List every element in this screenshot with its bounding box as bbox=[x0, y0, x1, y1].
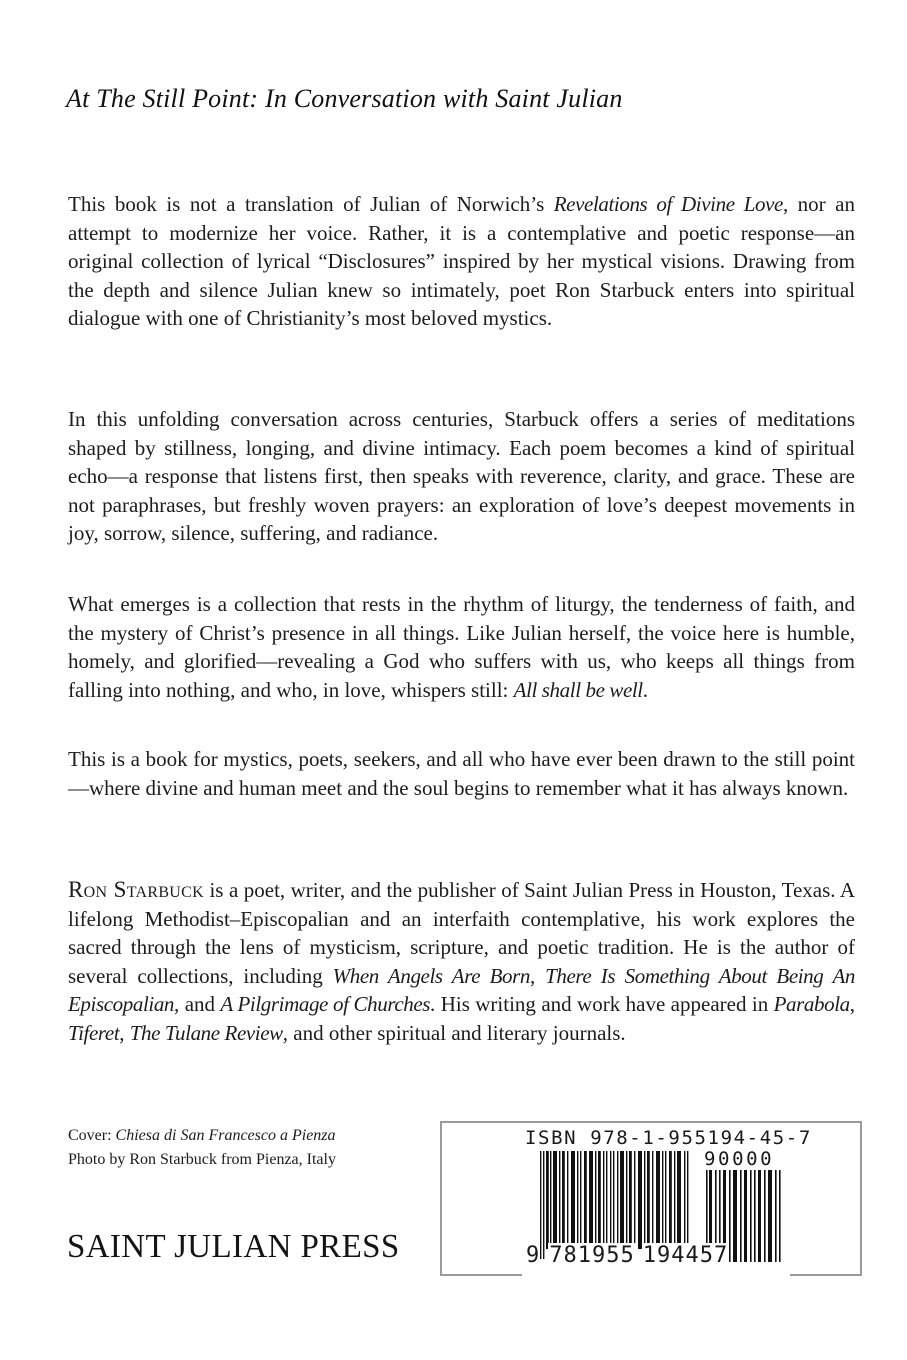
text-span: , nor an attempt to modernize her voice. Rather, it is a contemplative and poetic response—an original collection of lyrical “Disclosures” inspired by her mystical visions. Drawing from the depth and silence Julian knew so intimately, poet Ron Starbuck enters into spiritual dialogue with one of Christianity’s most beloved mystics. bbox=[68, 192, 855, 331]
barcode-border-segment bbox=[440, 1274, 522, 1276]
author-name: Ron Starbuck bbox=[68, 877, 204, 902]
text-span: What emerges is a collection that rests in the rhythm of liturgy, the tenderness of faith, and the mystery of Christ’s presence in all things. Like Julian herself, the voice here is humble, homely, and glorified—revealing a God who suffers with us, who keeps all things from falling into nothing, and who, in love, whispers still: bbox=[68, 592, 855, 702]
text-span: , and bbox=[174, 992, 221, 1017]
text-span: , and other spiritual and literary journals. bbox=[282, 1020, 626, 1045]
cover-image-title: Chiesa di San Francesco a Pienza bbox=[115, 1127, 336, 1144]
photo-credit-line: Photo by Ron Starbuck from Pienza, Italy bbox=[68, 1151, 336, 1168]
text-span: , bbox=[529, 963, 546, 988]
description-paragraph-2 bbox=[68, 405, 855, 548]
cover-credit-line bbox=[68, 1124, 336, 1148]
italic-journal-title: The Tulane Review bbox=[129, 1020, 283, 1045]
description-paragraph-3 bbox=[68, 590, 855, 704]
isbn-barcode-block bbox=[440, 1121, 862, 1274]
barcode-border-segment bbox=[790, 1274, 862, 1276]
text-span: In this unfolding conversation across centuries, Starbuck offers a series of meditations shaped by stillness, longing, and divine intimacy. Each poem becomes a kind of spiritual echo—a response that listens first, then speaks with reverence, clarity, and grace. These are not paraphrases, but freshly woven prayers: an exploration of love’s deepest movements in joy, sorrow, silence, suffering, and radiance. bbox=[68, 407, 855, 546]
ean-right-group: 194457 bbox=[642, 1243, 729, 1268]
italic-book-title: A Pilgrimage of Churches bbox=[220, 992, 431, 1017]
italic-journal-title: Tiferet bbox=[68, 1020, 120, 1045]
italic-journal-title: Parabola bbox=[773, 992, 850, 1017]
price-addon-digits: 90000 bbox=[704, 1148, 775, 1170]
ean-first-digit: 9 bbox=[526, 1243, 540, 1268]
ean13-digits bbox=[525, 1243, 729, 1268]
italic-book-title: Revelations of Divine Love bbox=[553, 192, 783, 216]
isbn-label: ISBN 978-1-955194-45-7 bbox=[525, 1127, 812, 1149]
book-title: At The Still Point: In Conversation with Saint Julian bbox=[66, 84, 623, 113]
italic-book-title: When Angels Are Born bbox=[332, 963, 530, 988]
italic-quote: All shall be well bbox=[513, 677, 643, 702]
text-span: . bbox=[642, 677, 648, 702]
cover-credits bbox=[68, 1124, 336, 1172]
description-paragraph-1 bbox=[68, 190, 855, 333]
publisher-logo: SAINT JULIAN PRESS bbox=[67, 1228, 400, 1265]
ean-left-group: 781955 bbox=[549, 1243, 635, 1268]
cover-label: Cover: bbox=[68, 1127, 116, 1144]
text-span: This is a book for mystics, poets, seekers, and all who have ever been drawn to the still point—where divine and human meet and the soul begins to remember what it has always known. bbox=[68, 747, 855, 800]
text-span: , bbox=[849, 992, 855, 1017]
italic-book-title: There Is Something About Being An Episcopalian bbox=[68, 963, 855, 1017]
text-span: This book is not a translation of Julian of Norwich’s bbox=[68, 192, 554, 216]
text-span: . His writing and work have appeared in bbox=[430, 992, 774, 1017]
text-span: is a poet, writer, and the publisher of Saint Julian Press in Houston, Texas. A lifelong Methodist–Episcopalian and an interfaith contemplative, his work explores the sacred through the lens of mysticism, scripture, and poetic tradition. He is the author of several collections, including bbox=[68, 878, 856, 988]
text-span: , bbox=[119, 1020, 130, 1045]
author-bio bbox=[68, 876, 855, 1048]
description-paragraph-4 bbox=[68, 745, 855, 802]
